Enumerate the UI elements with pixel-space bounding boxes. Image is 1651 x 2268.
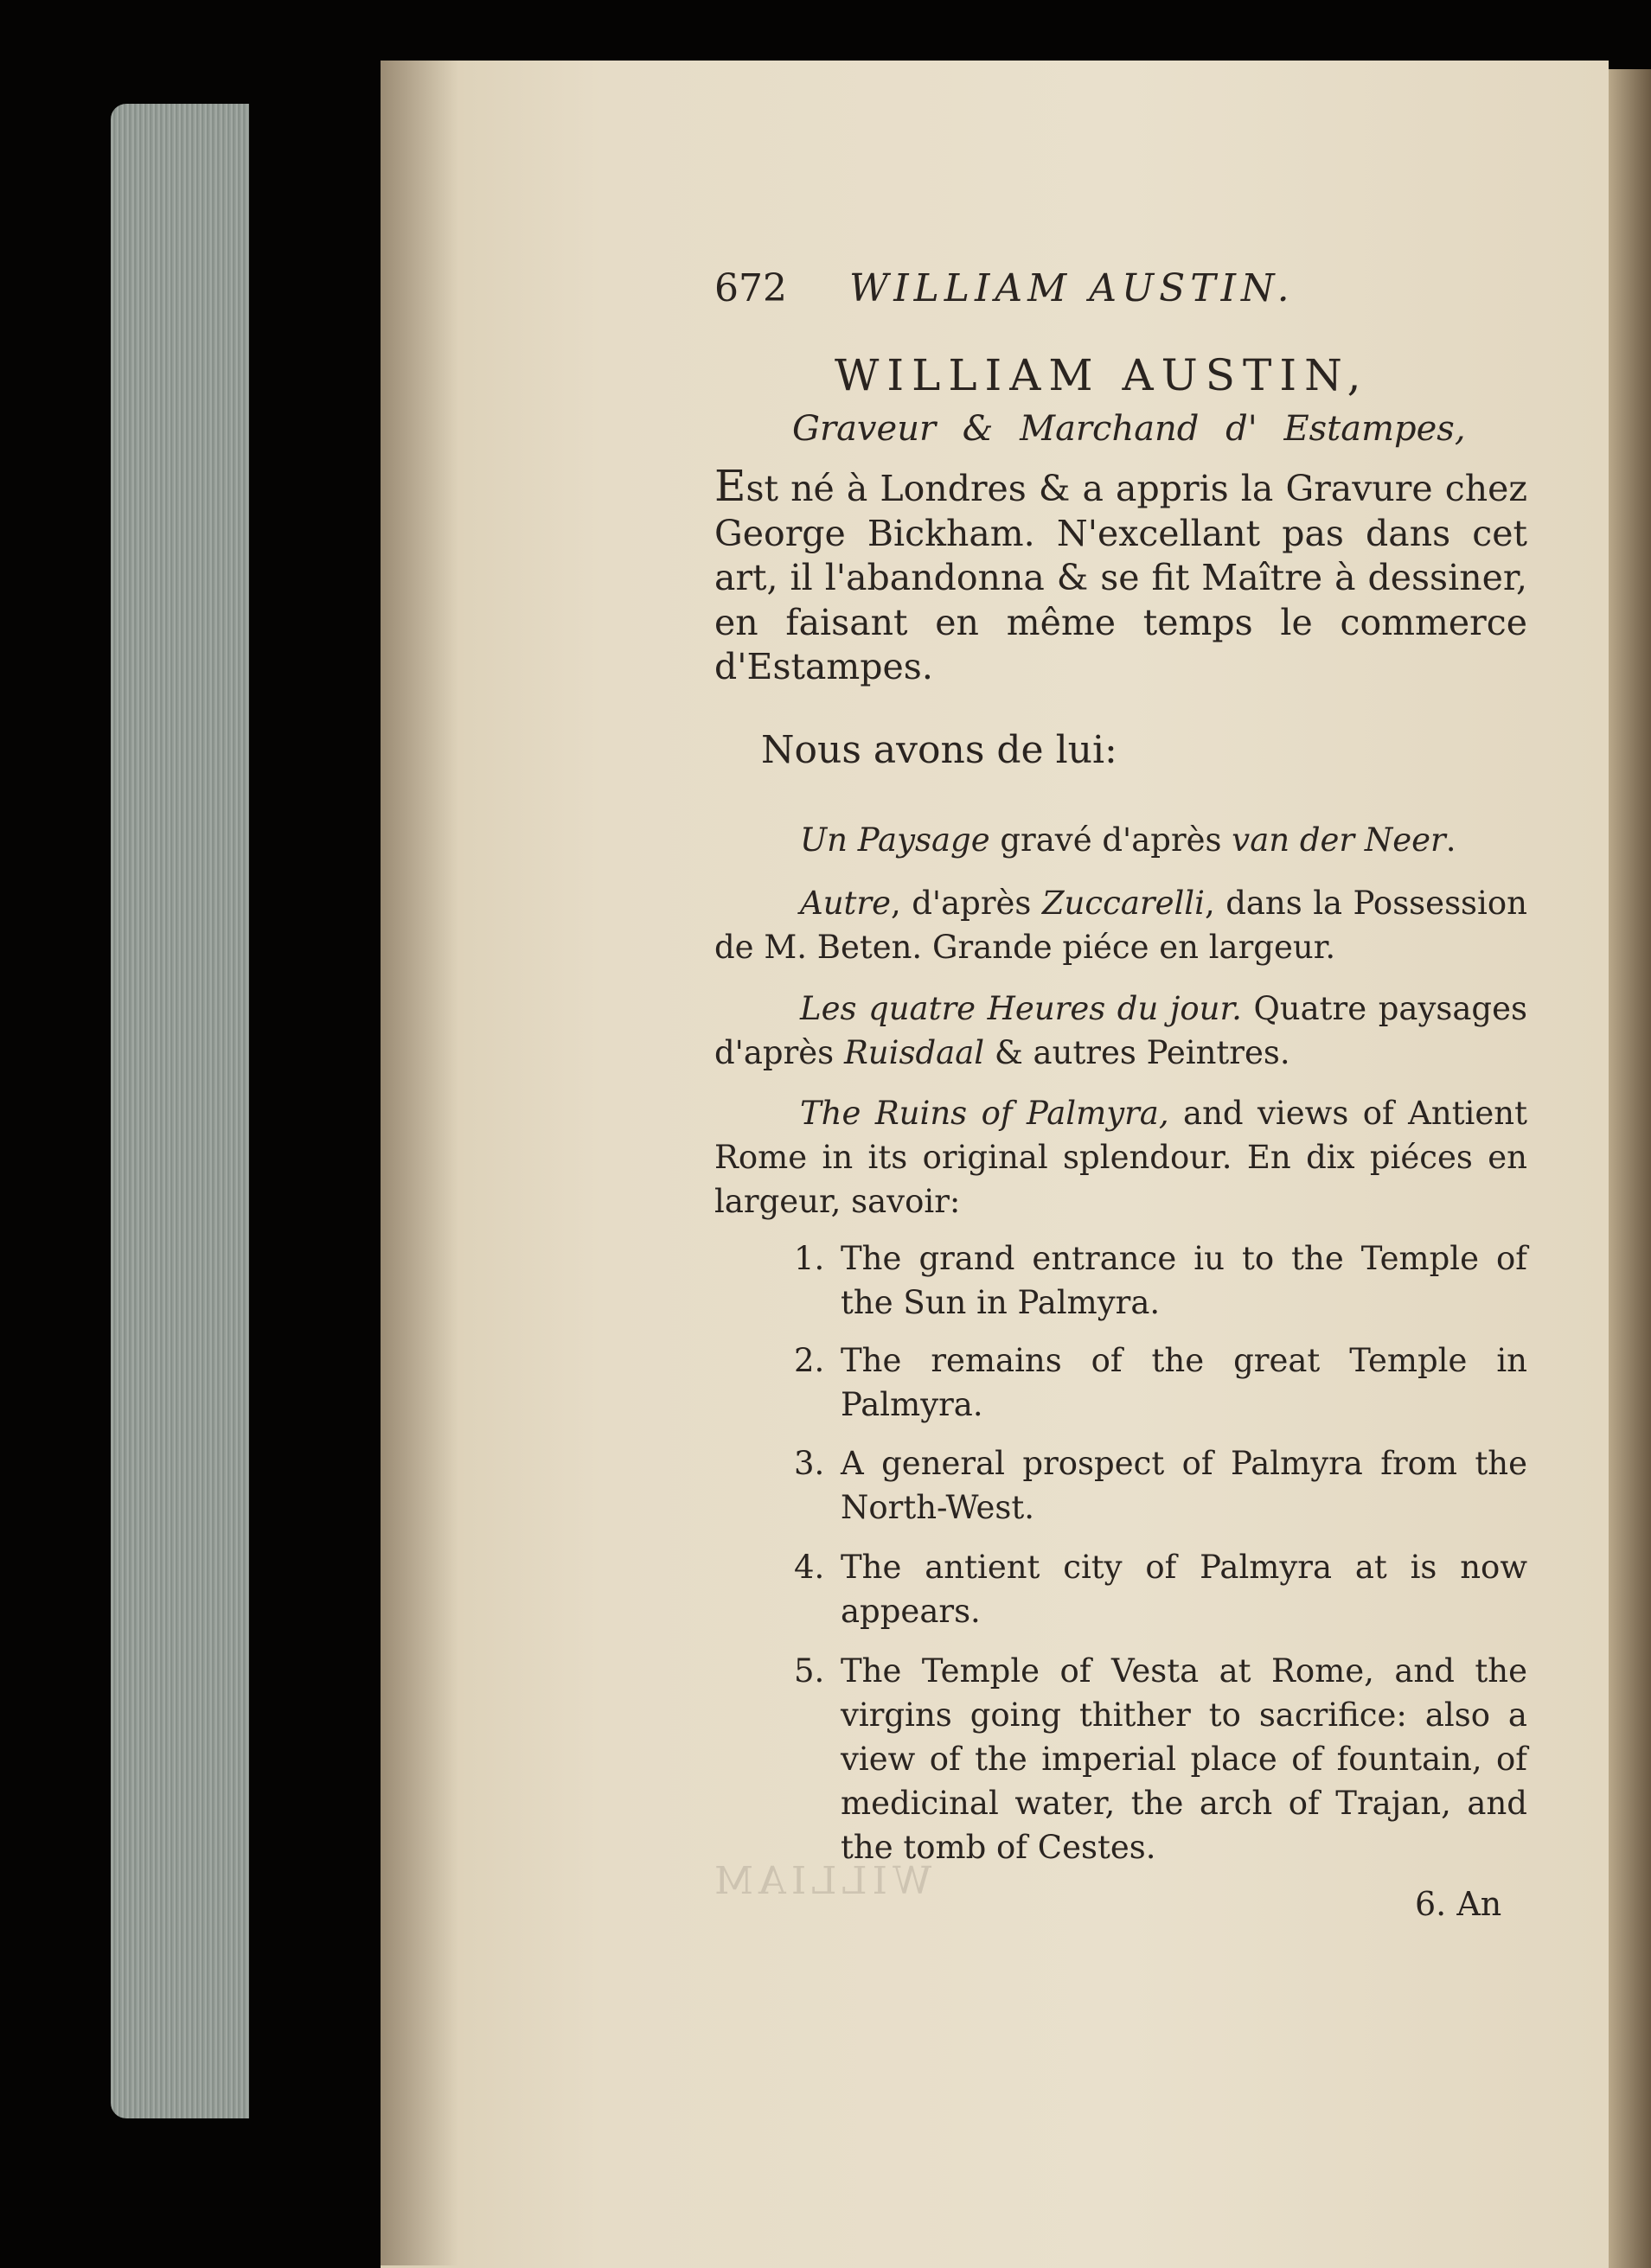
list-item	[796, 1338, 1527, 1427]
drop-cap: E	[714, 461, 746, 511]
entry-subtitle-text: Graveur & Marchand d' Estampes,	[792, 409, 1466, 449]
works-heading: Nous avons de lui:	[761, 728, 1117, 772]
list-item	[796, 1649, 1527, 1869]
work-entry-3	[714, 987, 1527, 1075]
entry-subtitle	[792, 409, 1466, 449]
page-block-edge	[111, 104, 249, 2118]
list-item	[796, 1441, 1527, 1530]
work-entry-1	[714, 818, 1527, 862]
list-number: 5.	[794, 1652, 825, 1690]
work-entry-4	[714, 1091, 1527, 1223]
intro-text: st né à Londres & a appris la Gravure chez George Bickham. N'excellant pas dans cet art, il l'abandonna & se fit Maître à dessiner, en faisant en même temps le commerce d'Estampes.	[714, 468, 1527, 687]
running-title: WILLIAM AUSTIN.	[848, 266, 1295, 310]
list-text: The grand entrance iu to the Temple of the Sun in Palmyra.	[841, 1240, 1527, 1321]
running-header	[714, 266, 1295, 310]
list-text: The Temple of Vesta at Rome, and the virgins going thither to sacrifice: also a view of the imperial place of fountain, of medicinal water, the arch of Trajan, and the tomb of Cestes.	[841, 1652, 1527, 1866]
work-title: Autre	[800, 885, 892, 922]
work-text: Quatre paysages d'après	[714, 990, 1527, 1071]
page-number: 672	[714, 266, 787, 310]
artist-name: Zuccarelli	[1041, 885, 1205, 922]
work-text: and views of Antient Rome in its original splendour. En dix piéces en largeur, savoir:	[714, 1095, 1527, 1220]
artist-name: van der Neer	[1232, 821, 1446, 859]
list-number: 2.	[794, 1342, 825, 1379]
work-text: , d'après	[891, 885, 1042, 922]
list-number: 1.	[794, 1240, 825, 1277]
list-number: 4.	[794, 1549, 825, 1586]
work-title: Les quatre Heures du jour.	[800, 990, 1242, 1027]
list-item	[796, 1545, 1527, 1633]
list-text: A general prospect of Palmyra from the North-West.	[841, 1445, 1527, 1526]
work-text: gravé d'après	[989, 821, 1232, 859]
work-text: , dans la Possession de M. Beten. Grande piéce en largeur.	[714, 885, 1527, 966]
work-title: The Ruins of Palmyra,	[800, 1095, 1169, 1132]
list-number: 3.	[794, 1445, 825, 1482]
list-item	[796, 1236, 1527, 1325]
facing-page-edge	[1609, 69, 1651, 2268]
bleed-through-text: WILLIAM	[709, 1859, 932, 1903]
gutter-shadow	[381, 61, 458, 2265]
list-text: The remains of the great Temple in Palmyra.	[841, 1342, 1527, 1423]
work-text: & autres Peintres.	[984, 1034, 1290, 1071]
work-title: Un Paysage	[800, 821, 990, 859]
entry-heading: WILLIAM AUSTIN,	[835, 350, 1369, 400]
catchword: 6. An	[1415, 1885, 1502, 1923]
work-text: .	[1445, 821, 1456, 859]
list-text: The antient city of Palmyra at is now appears.	[841, 1549, 1527, 1630]
work-entry-2	[714, 881, 1527, 969]
artist-name: Ruisdaal	[843, 1034, 985, 1071]
intro-paragraph	[714, 461, 1527, 690]
